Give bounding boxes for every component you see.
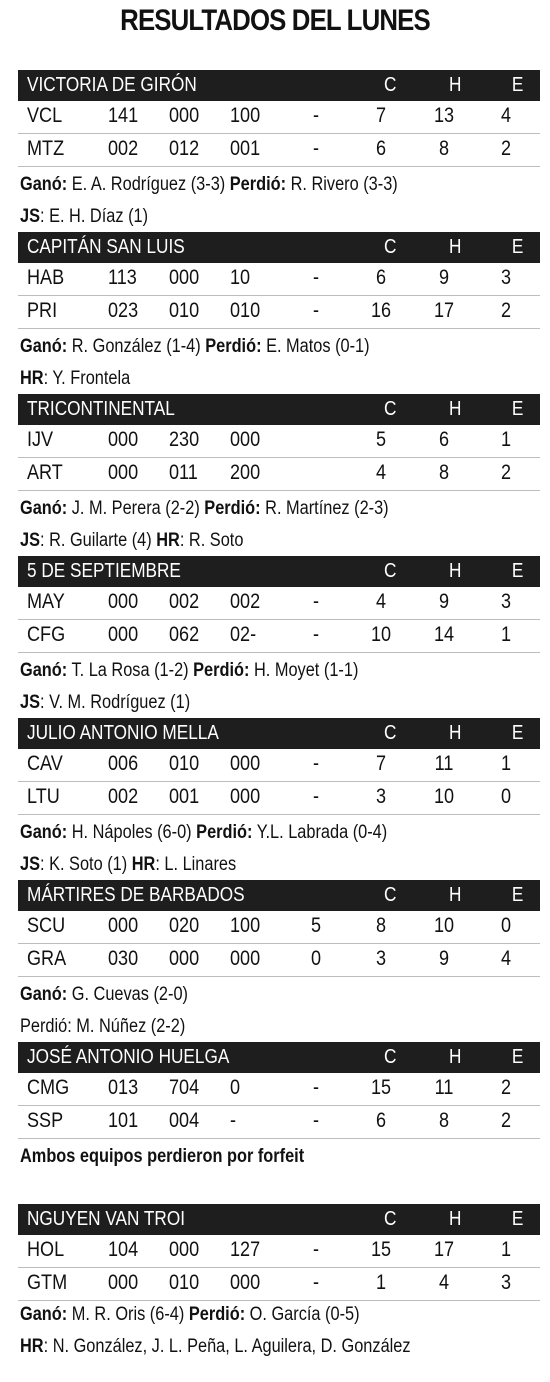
score-cell-h: 10	[433, 914, 455, 937]
info-text: O. García (0-5)	[245, 1304, 360, 1325]
stadium-header	[18, 232, 540, 263]
score-cell-inn2: 000	[169, 1238, 200, 1261]
pitching-info	[20, 336, 370, 358]
score-row	[18, 134, 540, 167]
info-label: Ambos equipos perdieron por forfeit	[20, 1146, 305, 1167]
team-code: SSP	[27, 1109, 64, 1132]
score-cell-c: 4	[375, 590, 387, 613]
info-label: Perdió:	[196, 822, 253, 843]
score-cell-inn1: 101	[108, 1109, 139, 1132]
score-cell-e: 4	[500, 104, 512, 127]
score-cell-c: 8	[375, 914, 387, 937]
score-cell-e: 1	[500, 752, 512, 775]
pitching-info	[20, 660, 358, 682]
stadium-name: JOSÉ ANTONIO HUELGA	[27, 1046, 230, 1068]
score-cell-inn3: 10	[230, 266, 251, 289]
score-cell-inn3: 002	[230, 590, 261, 613]
column-header-c: C	[384, 1046, 397, 1068]
column-header-e: E	[511, 74, 524, 96]
score-cell-c: 3	[375, 947, 387, 970]
score-cell-inn2: 010	[169, 752, 200, 775]
page-title: RESULTADOS DEL LUNES	[120, 4, 430, 37]
pitching-info	[20, 854, 236, 876]
column-header-e: E	[511, 1208, 524, 1230]
team-code: GTM	[27, 1271, 68, 1294]
team-code: VCL	[27, 104, 63, 127]
column-header-h: H	[449, 1046, 462, 1068]
game-block	[18, 880, 540, 977]
column-header-e: E	[511, 236, 524, 258]
score-cell-inn2: 000	[169, 266, 200, 289]
info-text: H. Moyet (1-1)	[249, 660, 359, 681]
info-label: Ganó:	[20, 174, 68, 195]
pitching-info	[20, 984, 188, 1006]
score-cell-inn3: 127	[230, 1238, 261, 1261]
info-label: Perdió:	[229, 174, 287, 195]
score-cell-inn2: 000	[169, 947, 200, 970]
column-header-h: H	[449, 74, 462, 96]
score-row	[18, 911, 540, 944]
team-code: MAY	[27, 590, 65, 613]
score-cell-inn2: 230	[169, 428, 200, 451]
info-label: Perdió:	[193, 660, 250, 681]
pitching-info	[20, 206, 148, 228]
score-cell-h: 8	[438, 461, 450, 484]
score-cell-inn3: 000	[230, 428, 261, 451]
column-header-c: C	[384, 722, 397, 744]
score-cell-inn1: 000	[108, 590, 139, 613]
info-label: HR	[131, 854, 156, 875]
score-cell-inn2: 004	[169, 1109, 200, 1132]
score-cell-inn1: 000	[108, 623, 139, 646]
score-cell-extra: -	[312, 1076, 320, 1099]
score-cell-h: 17	[433, 1238, 455, 1261]
score-row	[18, 1106, 540, 1139]
score-cell-e: 3	[500, 1271, 512, 1294]
score-cell-c: 7	[375, 104, 387, 127]
column-header-e: E	[511, 560, 524, 582]
score-cell-inn1: 000	[108, 461, 139, 484]
info-text: : R. Soto	[179, 530, 244, 551]
score-cell-inn2: 062	[169, 623, 200, 646]
score-row	[18, 1268, 540, 1301]
team-code: CAV	[27, 752, 63, 775]
score-row	[18, 458, 540, 491]
game-block	[18, 556, 540, 653]
score-row	[18, 782, 540, 815]
score-cell-inn3: 000	[230, 947, 261, 970]
stadium-header	[18, 1204, 540, 1235]
stadium-header	[18, 556, 540, 587]
column-header-e: E	[511, 884, 524, 906]
stadium-header	[18, 70, 540, 101]
score-cell-extra: -	[312, 752, 320, 775]
score-cell-inn2: 002	[169, 590, 200, 613]
team-code: GRA	[27, 947, 67, 970]
info-text: : K. Soto (1)	[39, 854, 132, 875]
score-cell-extra: -	[312, 299, 320, 322]
info-text: T. La Rosa (1-2)	[67, 660, 194, 681]
score-cell-inn1: 002	[108, 137, 139, 160]
score-cell-inn2: 010	[169, 1271, 200, 1294]
pitching-info	[20, 1016, 185, 1038]
score-row	[18, 587, 540, 620]
info-text: : E. H. Díaz (1)	[39, 206, 149, 227]
score-row	[18, 944, 540, 977]
score-cell-h: 11	[434, 752, 454, 775]
score-cell-inn2: 001	[169, 785, 200, 808]
info-text: : L. Linares	[155, 854, 237, 875]
info-text: G. Cuevas (2-0)	[67, 984, 188, 1005]
score-cell-h: 6	[438, 428, 450, 451]
score-cell-inn1: 000	[108, 914, 139, 937]
score-cell-extra: -	[312, 266, 320, 289]
score-cell-c: 15	[370, 1076, 392, 1099]
info-label: Ganó:	[20, 984, 68, 1005]
info-text: Perdió: M. Núñez (2-2)	[20, 1016, 186, 1037]
column-header-c: C	[384, 236, 397, 258]
pitching-info	[20, 1304, 360, 1326]
info-label: JS	[20, 692, 40, 713]
score-cell-h: 10	[433, 785, 455, 808]
score-cell-inn3: 0	[230, 1076, 241, 1099]
score-cell-inn3: 000	[230, 752, 261, 775]
score-cell-h: 8	[438, 137, 450, 160]
score-cell-inn2: 020	[169, 914, 200, 937]
column-header-h: H	[449, 398, 462, 420]
pitching-info	[20, 530, 243, 552]
team-code: MTZ	[27, 137, 65, 160]
column-header-c: C	[384, 74, 397, 96]
team-code: ART	[27, 461, 63, 484]
pitching-info	[20, 822, 387, 844]
info-text: : Y. Frontela	[43, 368, 131, 389]
game-block	[18, 70, 540, 167]
score-cell-inn3: 001	[230, 137, 261, 160]
score-cell-inn1: 000	[108, 428, 139, 451]
score-cell-inn2: 011	[169, 461, 198, 484]
score-cell-inn1: 013	[108, 1076, 139, 1099]
score-row	[18, 296, 540, 329]
game-block	[18, 1204, 540, 1301]
score-cell-inn3: 200	[230, 461, 261, 484]
score-cell-extra: -	[312, 104, 320, 127]
score-cell-c: 16	[370, 299, 392, 322]
info-label: JS	[20, 854, 40, 875]
score-cell-extra: -	[312, 590, 320, 613]
stadium-header	[18, 880, 540, 911]
info-text: M. R. Oris (6-4)	[67, 1304, 189, 1325]
column-header-c: C	[384, 398, 397, 420]
score-row	[18, 620, 540, 653]
info-text: J. M. Perera (2-2)	[67, 498, 205, 519]
stadium-name: 5 DE SEPTIEMBRE	[27, 560, 181, 582]
score-cell-extra: 0	[310, 947, 322, 970]
score-cell-inn3: -	[230, 1109, 237, 1132]
info-label: Ganó:	[20, 336, 68, 357]
column-header-h: H	[449, 560, 462, 582]
score-cell-h: 14	[433, 623, 455, 646]
score-cell-c: 5	[375, 428, 387, 451]
score-cell-extra: -	[312, 1271, 320, 1294]
score-cell-extra: -	[312, 1109, 320, 1132]
team-code: LTU	[27, 785, 60, 808]
info-label: HR	[20, 1336, 44, 1357]
column-header-h: H	[449, 722, 462, 744]
stadium-name: MÁRTIRES DE BARBADOS	[27, 884, 245, 906]
score-cell-e: 0	[500, 914, 512, 937]
game-block	[18, 232, 540, 329]
score-cell-h: 17	[433, 299, 455, 322]
info-text: R. Martínez (2-3)	[260, 498, 389, 519]
info-text: E. Matos (0-1)	[261, 336, 370, 357]
score-cell-e: 2	[500, 1076, 512, 1099]
score-cell-c: 1	[375, 1271, 387, 1294]
score-cell-c: 6	[375, 1109, 387, 1132]
score-row	[18, 1235, 540, 1268]
score-row	[18, 425, 540, 458]
team-code: HOL	[27, 1238, 65, 1261]
score-cell-extra: 5	[310, 914, 322, 937]
score-cell-inn2: 012	[169, 137, 200, 160]
column-header-c: C	[384, 560, 397, 582]
score-cell-h: 9	[438, 266, 450, 289]
info-label: Ganó:	[20, 498, 68, 519]
score-cell-extra: -	[312, 137, 320, 160]
info-label: HR	[156, 530, 180, 551]
score-cell-inn3: 010	[230, 299, 261, 322]
score-cell-inn3: 02-	[230, 623, 257, 646]
team-code: HAB	[27, 266, 65, 289]
column-header-c: C	[384, 884, 397, 906]
score-row	[18, 749, 540, 782]
score-cell-h: 9	[438, 590, 450, 613]
score-cell-inn3: 000	[230, 785, 261, 808]
game-block	[18, 394, 540, 491]
score-cell-e: 2	[500, 1109, 512, 1132]
game-block	[18, 1042, 540, 1139]
pitching-info	[20, 1146, 304, 1168]
score-cell-e: 2	[500, 137, 512, 160]
team-code: PRI	[27, 299, 58, 322]
team-code: SCU	[27, 914, 66, 937]
team-code: IJV	[27, 428, 54, 451]
score-cell-inn1: 113	[108, 266, 137, 289]
score-cell-inn2: 704	[169, 1076, 200, 1099]
score-row	[18, 1073, 540, 1106]
score-cell-c: 7	[375, 752, 387, 775]
info-text: Y.L. Labrada (0-4)	[252, 822, 388, 843]
score-cell-e: 3	[500, 590, 512, 613]
info-label: Perdió:	[204, 498, 261, 519]
score-cell-c: 6	[375, 266, 387, 289]
stadium-header	[18, 394, 540, 425]
info-text: R. González (1-4)	[67, 336, 206, 357]
stadium-name: CAPITÁN SAN LUIS	[27, 236, 185, 258]
score-cell-e: 4	[500, 947, 512, 970]
info-text: : V. M. Rodríguez (1)	[39, 692, 191, 713]
score-cell-extra: -	[312, 623, 320, 646]
info-text: : N. González, J. L. Peña, L. Aguilera, D. González	[43, 1336, 411, 1357]
info-text: E. A. Rodríguez (3-3)	[67, 174, 230, 195]
score-cell-e: 3	[500, 266, 512, 289]
score-cell-e: 1	[500, 623, 512, 646]
score-cell-h: 8	[438, 1109, 450, 1132]
info-label: Ganó:	[20, 822, 68, 843]
score-row	[18, 101, 540, 134]
pitching-info	[20, 368, 130, 390]
score-cell-inn1: 002	[108, 785, 139, 808]
stadium-name: TRICONTINENTAL	[27, 398, 175, 420]
score-cell-c: 10	[370, 623, 392, 646]
column-header-h: H	[449, 1208, 462, 1230]
stadium-header	[18, 718, 540, 749]
stadium-name: JULIO ANTONIO MELLA	[27, 722, 219, 744]
stadium-name: NGUYEN VAN TROI	[27, 1208, 186, 1230]
score-cell-h: 13	[433, 104, 455, 127]
column-header-e: E	[511, 722, 524, 744]
info-text: R. Rivero (3-3)	[286, 174, 398, 195]
game-block	[18, 718, 540, 815]
score-cell-inn1: 006	[108, 752, 139, 775]
column-header-e: E	[511, 1046, 524, 1068]
column-header-c: C	[384, 1208, 397, 1230]
score-cell-e: 0	[500, 785, 512, 808]
score-cell-extra: -	[312, 785, 320, 808]
score-cell-inn3: 100	[230, 104, 261, 127]
pitching-info	[20, 1336, 411, 1358]
info-label: Perdió:	[188, 1304, 246, 1325]
score-cell-c: 4	[375, 461, 387, 484]
score-row	[18, 263, 540, 296]
pitching-info	[20, 174, 398, 196]
score-cell-inn1: 000	[108, 1271, 139, 1294]
info-text: H. Nápoles (6-0)	[67, 822, 197, 843]
score-cell-inn3: 000	[230, 1271, 261, 1294]
score-cell-inn2: 000	[169, 104, 200, 127]
score-cell-c: 6	[375, 137, 387, 160]
info-label: JS	[20, 530, 40, 551]
pitching-info	[20, 692, 190, 714]
info-label: HR	[20, 368, 44, 389]
info-text: : R. Guilarte (4)	[39, 530, 157, 551]
score-cell-h: 4	[438, 1271, 450, 1294]
info-label: Ganó:	[20, 660, 68, 681]
score-cell-inn2: 010	[169, 299, 200, 322]
score-cell-extra: -	[312, 1238, 320, 1261]
score-cell-c: 15	[370, 1238, 392, 1261]
score-cell-c: 3	[375, 785, 387, 808]
stadium-header	[18, 1042, 540, 1073]
score-cell-e: 2	[500, 299, 512, 322]
score-cell-h: 9	[438, 947, 450, 970]
team-code: CFG	[27, 623, 66, 646]
score-cell-h: 11	[434, 1076, 454, 1099]
info-label: JS	[20, 206, 40, 227]
column-header-e: E	[511, 398, 524, 420]
column-header-h: H	[449, 236, 462, 258]
score-cell-e: 2	[500, 461, 512, 484]
score-cell-inn1: 141	[108, 104, 139, 127]
team-code: CMG	[27, 1076, 70, 1099]
score-cell-e: 1	[500, 428, 512, 451]
stadium-name: VICTORIA DE GIRÓN	[27, 74, 197, 96]
score-cell-inn1: 023	[108, 299, 139, 322]
info-label: Perdió:	[205, 336, 262, 357]
info-label: Ganó:	[20, 1304, 68, 1325]
column-header-h: H	[449, 884, 462, 906]
score-cell-inn1: 104	[108, 1238, 139, 1261]
pitching-info	[20, 498, 389, 520]
score-cell-inn3: 100	[230, 914, 261, 937]
score-cell-inn1: 030	[108, 947, 139, 970]
score-cell-e: 1	[500, 1238, 512, 1261]
